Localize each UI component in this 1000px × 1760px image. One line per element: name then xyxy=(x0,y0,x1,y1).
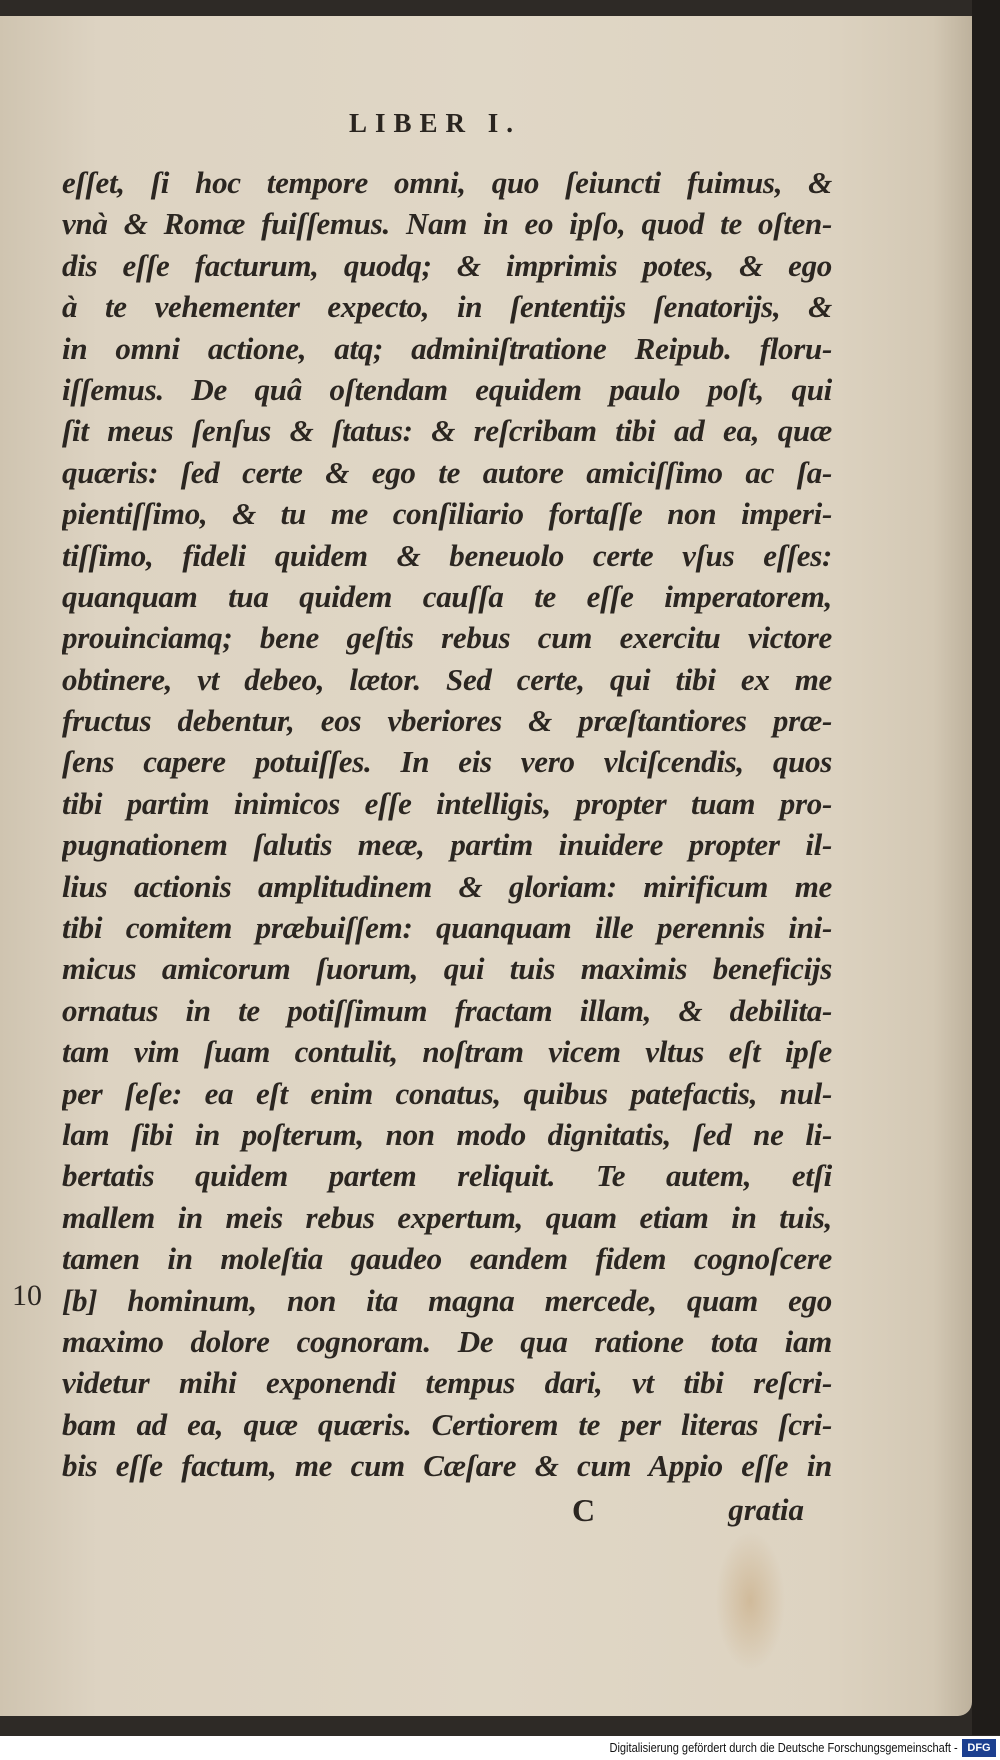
dfg-logo: DFG xyxy=(962,1739,996,1757)
text-line: tam vim ſuam contulit, noſtram vicem vltus eſt ipſe xyxy=(62,1034,832,1070)
body-text xyxy=(62,162,832,1487)
text-line: dis eſſe facturum, quodq; & imprimis potes, & ego xyxy=(62,247,832,283)
footer-credit: Digitalisierung gefördert durch die Deutsche Forschungsgemeinschaft - xyxy=(609,1740,958,1755)
margin-line-number: 10 xyxy=(12,1279,42,1312)
text-line: pugnationem ſalutis meæ, partim inuidere propter il- xyxy=(62,827,832,863)
text-line: quanquam tua quidem cauſſa te eſſe imperatorem, xyxy=(62,578,832,614)
text-line: maximo dolore cognoram. De qua ratione tota iam xyxy=(62,1323,832,1359)
text-line: vnà & Romæ fuiſſemus. Nam in eo ipſo, quod te oſten- xyxy=(62,206,832,242)
text-line: ornatus in te potiſſimum fractam illam, & debilita- xyxy=(62,992,832,1028)
text-line: pientiſſimo, & tu me conſiliario fortaſſe non imperi- xyxy=(62,496,832,532)
book-page xyxy=(0,16,972,1716)
paper-stain xyxy=(715,1531,785,1671)
text-line: tamen in moleſtia gaudeo eandem fidem cognoſcere xyxy=(62,1241,832,1277)
text-line: tibi comitem præbuiſſem: quanquam ille perennis ini- xyxy=(62,910,832,946)
text-line: per ſeſe: ea eſt enim conatus, quibus patefactis, nul- xyxy=(62,1075,832,1111)
book-edge xyxy=(972,0,1000,1735)
text-line: mallem in meis rebus expertum, quam etiam in tuis, xyxy=(62,1199,832,1235)
text-line: tibi partim inimicos eſſe intelligis, propter tuam pro- xyxy=(62,785,832,821)
text-line: quæris: ſed certe & ego te autore amiciſſimo ac ſa- xyxy=(62,454,832,490)
text-line: eſſet, ſi hoc tempore omni, quo ſeiuncti fuimus, & xyxy=(62,165,832,200)
text-line: videtur mihi exponendi tempus dari, vt tibi reſcri- xyxy=(62,1365,832,1401)
text-line: ſens capere potuiſſes. In eis vero vlciſcendis, quos xyxy=(62,744,832,780)
text-line: bis eſſe factum, me cum Cæſare & cum Appio eſſe in xyxy=(62,1448,832,1484)
text-line: fructus debentur, eos vberiores & præſtantiores præ- xyxy=(62,703,832,739)
text-line: micus amicorum ſuorum, qui tuis maximis beneficijs xyxy=(62,951,832,987)
text-line: ſit meus ſenſus & ſtatus: & reſcribam tibi ad ea, quæ xyxy=(62,413,832,449)
footer-bar xyxy=(0,1736,1000,1760)
catchword: gratia xyxy=(728,1492,804,1527)
text-line: iſſemus. De quâ oſtendam equidem paulo poſt, qui xyxy=(62,371,832,407)
text-line: lius actionis amplitudinem & gloriam: mirificum me xyxy=(62,868,832,904)
text-line: lam ſibi in poſterum, non modo dignitatis, ſed ne li- xyxy=(62,1116,832,1152)
text-line: bertatis quidem partem reliquit. Te autem, etſi xyxy=(62,1158,832,1194)
text-line: [b] hominum, non ita magna mercede, quam ego xyxy=(62,1282,832,1318)
text-line: obtinere, vt debeo, lætor. Sed certe, qui tibi ex me xyxy=(62,661,832,697)
signature-mark: C xyxy=(572,1492,596,1528)
text-line: prouinciamq; bene geſtis rebus cum exercitu victore xyxy=(62,620,832,656)
text-line: in omni actione, atq; adminiſtratione Reipub. floru- xyxy=(62,330,832,366)
running-title: LIBER I. xyxy=(348,108,522,138)
text-line: tiſſimo, fideli quidem & beneuolo certe vſus eſſes: xyxy=(62,537,832,573)
text-line: à te vehementer expecto, in ſententijs ſenatorijs, & xyxy=(62,289,832,325)
text-line: bam ad ea, quæ quæris. Certiorem te per literas ſcri- xyxy=(62,1406,832,1442)
